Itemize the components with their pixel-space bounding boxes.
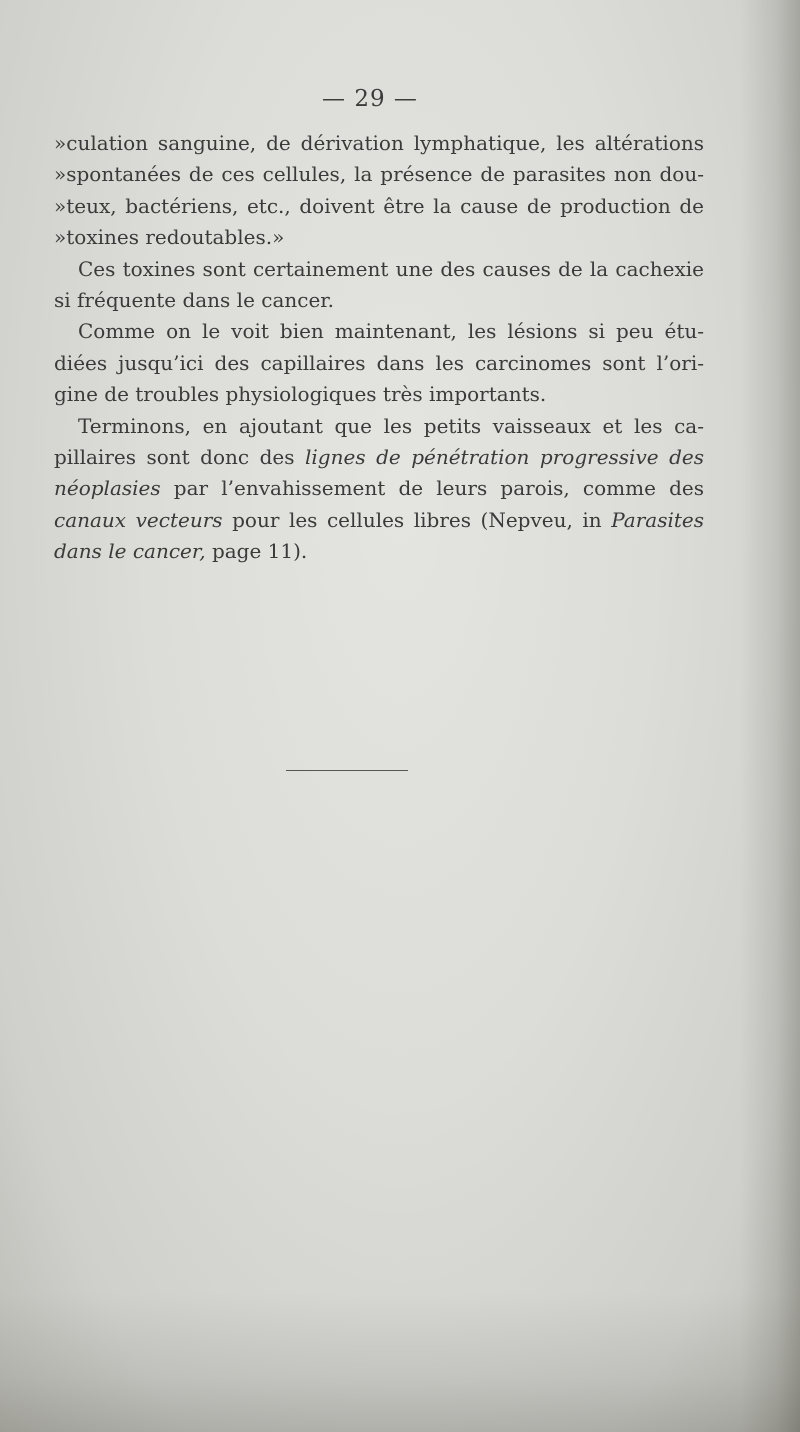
text-line: »culation sanguine, de dérivation lymphatique, les altérations xyxy=(54,131,704,155)
paragraph-terminons xyxy=(54,411,704,568)
page-edge-shadow-right xyxy=(740,0,800,1432)
text-line: Comme on le voit bien maintenant, les lésions si peu étu- xyxy=(78,319,704,344)
separator-rule xyxy=(286,770,408,771)
text-line xyxy=(54,505,704,536)
page-edge-shadow-bottom xyxy=(0,1292,800,1432)
text-line: »toxines redoutables.» xyxy=(54,225,285,250)
text-run: page 11). xyxy=(205,539,308,564)
text-run: pour les cellules libres (Nepveu, in xyxy=(222,507,612,532)
text-run: pillaires sont donc des xyxy=(54,445,305,470)
text-line: si fréquente dans le cancer. xyxy=(54,288,335,313)
quote-continuation xyxy=(54,128,704,254)
paragraph-toxines xyxy=(54,254,704,317)
text-line: »spontanées de ces cellules, la présence de parasites non dou- xyxy=(54,162,704,187)
italic-citation-title-end: dans le cancer, xyxy=(54,539,206,564)
text-line: »teux, bactériens, etc., doivent être la cause de production de xyxy=(54,193,704,218)
text-run: par l’envahissement de leurs parois, comme des xyxy=(160,476,704,501)
page-number: — 29 — xyxy=(322,86,418,112)
italic-citation-title: Parasites xyxy=(611,507,704,532)
text-line xyxy=(54,442,704,473)
italic-term-canaux-vecteurs: canaux vecteurs xyxy=(54,507,223,532)
text-line xyxy=(54,536,704,567)
text-line xyxy=(54,473,704,504)
text-line: Terminons, en ajoutant que les petits vaisseaux et les ca- xyxy=(78,413,704,438)
text-line: Ces toxines sont certainement une des causes de la cachexie xyxy=(78,256,704,281)
paragraph-lesions xyxy=(54,316,704,410)
body-text xyxy=(54,128,704,568)
italic-term-lignes-de-penetration: lignes de pénétration progressive des xyxy=(305,445,704,470)
text-line: gine de troubles physiologiques très importants. xyxy=(54,382,547,407)
text-line: diées jusqu’ici des capillaires dans les carcinomes sont l’ori- xyxy=(54,350,704,375)
italic-term-neoplasies: néoplasies xyxy=(54,476,161,501)
